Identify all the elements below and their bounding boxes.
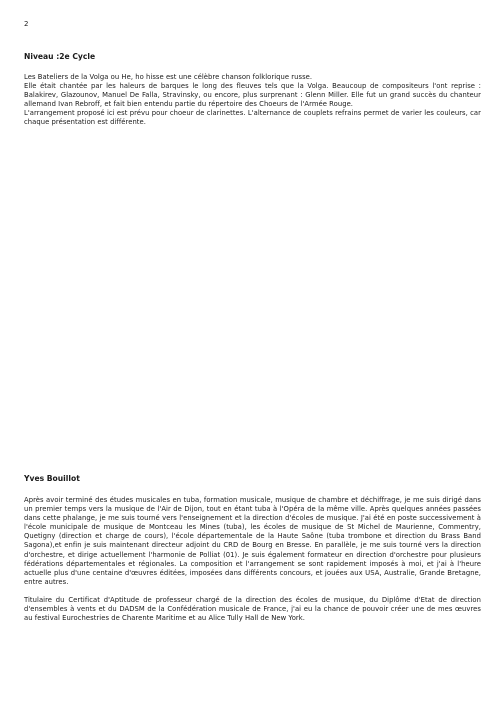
section-heading-level: Niveau :2e Cycle (24, 52, 96, 61)
section-body-description (24, 73, 481, 128)
paragraph-arrangement: L'arrangement proposé ici est prévu pour choeur de clarinettes. L'alternance de couplets refrains permet de varier les couleurs, car chaque présentation est différente. (24, 109, 481, 127)
section-heading-author: Yves Bouillot (24, 474, 80, 483)
paragraph-intro: Les Bateliers de la Volga ou He, ho hisse est une célèbre chanson folklorique russe. (24, 73, 313, 81)
page-number: 2 (24, 20, 29, 28)
paragraph-biography: Après avoir terminé des études musicales en tuba, formation musicale, musique de chambre et déchiffrage, je me suis dirigé dans un premier temps vers la musique de l'Air de Dijon, tout en étant tuba à l'Opéra de la même ville. Après quelques années passées dans cette phalange, je me suis tourné vers l'enseignement et la direction d'écoles de musique. J'ai été en poste successivement à l'école municipale de musique de Montceau les Mines (tuba), les écoles de musique de St Michel de Maurienne, Commentry, Quetigny (direction et charge de cours), l'école départementale de la Haute Saône (tuba trombone et direction du Brass Band Sagona),et enfin je suis maintenant directeur adjoint du CRD de Bourg en Bresse. En parallèle, je me suis tourné vers la direction d'orchestre, et dirige actuellement l'harmonie de Polliat (01). Je suis également formateur en direction d'orchestre pour plusieurs fédérations départementales et régionales. La composition et l'arrangement se sont rapidement imposés à moi, et j'ai à l'heure actuelle plus d'une centaine d'œuvres éditées, imposées dans différents concours, et jouées aux USA, Australie, Grande Bretagne, entre autres. (24, 496, 481, 586)
section-body-biography (24, 496, 481, 623)
paragraph-diplomas: Titulaire du Certificat d'Aptitude de professeur chargé de la direction des écoles de musique, du Diplôme d'Etat de direction d'ensembles à vents et du DADSM de la Confédération musicale de France, j'ai eu la chance de pouvoir créer une de mes œuvres au festival Eurochestries de Charente Maritime et au Alice Tully Hall de New York. (24, 595, 481, 623)
paragraph-history: Elle était chantée par les haleurs de barques le long des fleuves tels que la Volga. Beaucoup de compositeurs l'ont reprise : Balakirev, Glazounov, Manuel De Falla, Stravinsky, ou encore, plus surprenant : Glenn Miller. Elle fut un grand succès du chanteur allemand Ivan Rebroff, et fait bien entendu partie du répertoire des Choeurs de l'Armée Rouge. (24, 82, 481, 109)
